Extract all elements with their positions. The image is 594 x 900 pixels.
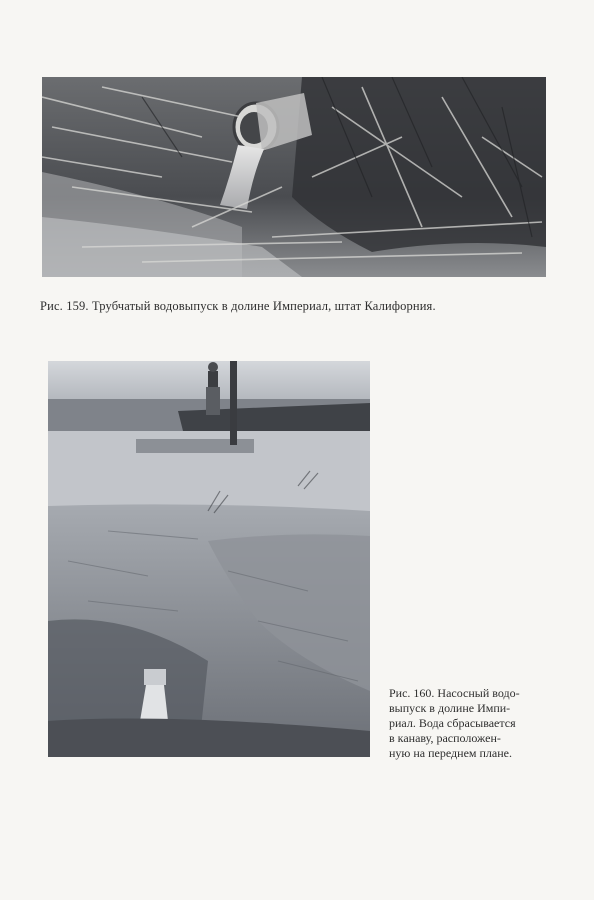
figure-160-caption-line: в канаву, расположен- (389, 731, 501, 745)
figure-159-illustration (42, 77, 546, 277)
figure-160-caption-line: ную на переднем плане. (389, 746, 512, 760)
figure-160-caption-line: риал. Вода сбрасывается (389, 716, 516, 730)
figure-160-photo (48, 361, 370, 757)
figure-160-caption-line: выпуск в долине Импи- (389, 701, 511, 715)
figure-159-photo (42, 77, 546, 277)
figure-160-caption (389, 686, 557, 761)
figure-159-caption: Рис. 159. Трубчатый водовыпуск в долине Империал, штат Калифорния. (40, 299, 436, 313)
figure-160-caption-line: Рис. 160. Насосный водо- (389, 686, 520, 700)
figure-160-illustration (48, 361, 370, 757)
